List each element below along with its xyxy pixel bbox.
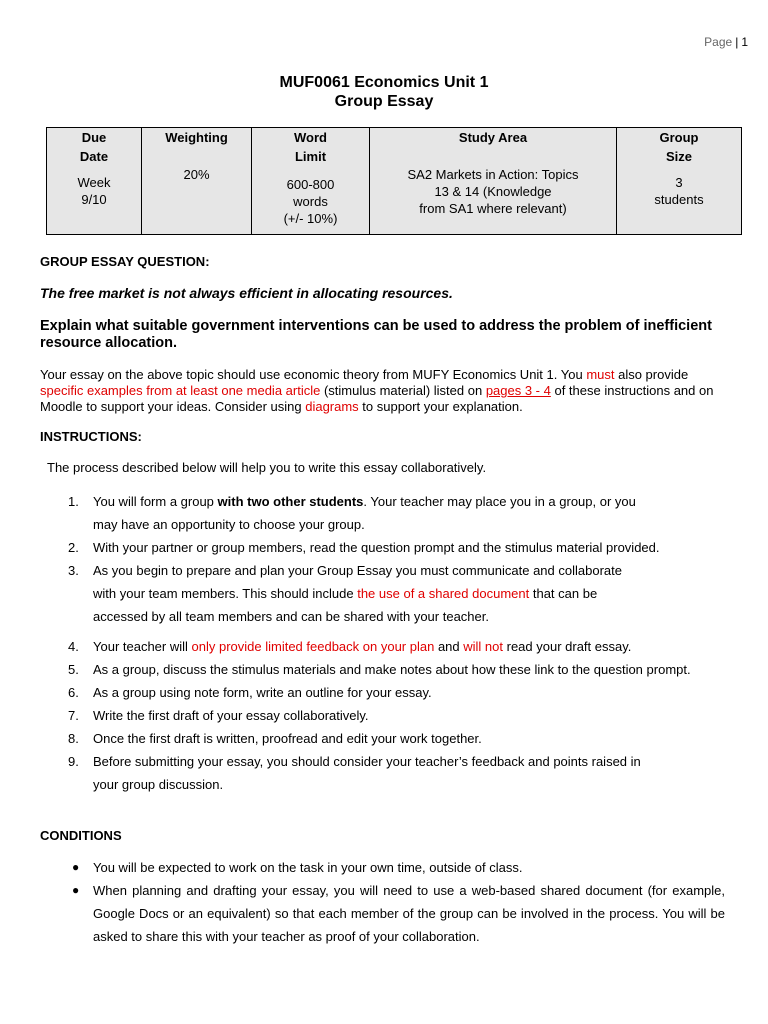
conditions-list — [40, 856, 725, 948]
conditions-heading: CONDITIONS — [40, 828, 122, 843]
list-item — [40, 727, 750, 750]
step-emphasis: only provide limited feedback on your plan — [191, 639, 435, 654]
step-number: 9. — [68, 754, 79, 769]
essay-prompt: Explain what suitable government interventions can be used to address the problem of inefficient resource allocation. — [40, 318, 712, 351]
essay-question-heading: GROUP ESSAY QUESTION: — [40, 254, 210, 269]
step-text: Write the first draft of your essay collaboratively. — [93, 708, 369, 723]
title-line-2: Group Essay — [334, 93, 434, 110]
guidance-text-5: to support your explanation. — [358, 399, 523, 414]
step-text: With your partner or group members, read the question prompt and the stimulus material provided. — [93, 540, 660, 555]
step-text: may have an opportunity to choose your group. — [93, 517, 365, 532]
due-week-value: 9/10 — [81, 192, 107, 207]
due-week-label: Week — [77, 175, 111, 190]
step-text: Your teacher will — [93, 639, 192, 654]
study-area-cell — [370, 128, 617, 235]
list-item — [40, 704, 750, 727]
guidance-text-4: of these instructions and on Moodle to support your ideas. Consider using — [40, 383, 714, 414]
bullet-icon: ● — [72, 883, 80, 897]
list-item — [40, 635, 750, 658]
step-text: As a group using note form, write an outline for your essay. — [93, 685, 432, 700]
step-number: 6. — [68, 685, 79, 700]
group-size-unit: students — [654, 192, 704, 207]
list-item — [40, 750, 750, 796]
group-size-cell — [617, 128, 742, 235]
step-text: As you begin to prepare and plan your Group Essay you must communicate and collaborate — [93, 563, 622, 578]
list-item — [40, 879, 725, 948]
step-number: 1. — [68, 494, 79, 509]
word-unit: words — [293, 194, 328, 209]
bullet-icon: ● — [72, 860, 80, 874]
assessment-info-table — [46, 127, 742, 235]
guidance-emphasis-must: must — [586, 367, 615, 382]
step-emphasis: the use of a shared document — [357, 586, 530, 601]
date-header: Date — [79, 149, 109, 164]
step-number: 8. — [68, 731, 79, 746]
step-number: 4. — [68, 639, 79, 654]
step-text: that can be — [529, 586, 598, 601]
instruction-steps — [40, 490, 750, 796]
list-item — [40, 490, 750, 536]
instructions-intro: The process described below will help you to write this essay collaboratively. — [47, 460, 487, 475]
page-number — [704, 35, 748, 49]
title-line-1: MUF0061 Economics Unit 1 — [279, 74, 489, 91]
size-header: Size — [665, 149, 692, 164]
step-number: 2. — [68, 540, 79, 555]
step-text: As a group, discuss the stimulus materials and make notes about how these link to the question prompt. — [93, 662, 691, 677]
step-text: with your team members. This should include — [93, 586, 358, 601]
list-item — [40, 658, 750, 681]
word-range: 600-800 — [286, 177, 335, 192]
page-number-value: 1 — [741, 35, 748, 49]
step-text: You will form a group — [93, 494, 218, 509]
word-tolerance: (+/- 10%) — [283, 211, 338, 226]
page-separator: | — [735, 35, 739, 49]
list-item — [40, 536, 750, 559]
condition-text: When planning and drafting your essay, you will need to use a web-based shared document (for example, Google Docs or an equivalent) so that each member of the group can be involved in the process. You will be asked to share this with your teacher as proof of your collaboration. — [93, 883, 725, 944]
limit-header: Limit — [294, 149, 327, 164]
word-header: Word — [294, 130, 327, 145]
guidance-text-3: (stimulus material) listed on — [320, 383, 486, 398]
instructions-heading: INSTRUCTIONS: — [40, 429, 142, 444]
study-area-line-3: from SA1 where relevant) — [419, 201, 567, 216]
page-label: Page — [704, 35, 733, 49]
essay-statement: The free market is not always efficient in allocating resources. — [40, 285, 453, 301]
list-item — [40, 856, 725, 879]
step-text: and — [434, 639, 464, 654]
group-header: Group — [659, 130, 699, 145]
pages-link[interactable]: pages 3 - 4 — [485, 383, 551, 398]
condition-text: You will be expected to work on the task in your own time, outside of class. — [93, 860, 523, 875]
list-item — [40, 681, 750, 704]
list-item — [40, 559, 750, 628]
weighting-cell — [142, 128, 252, 235]
group-size-value: 3 — [675, 175, 683, 190]
word-limit-cell — [252, 128, 370, 235]
step-text: read your draft essay. — [503, 639, 632, 654]
step-text: Before submitting your essay, you should consider your teacher’s feedback and points raised in — [93, 754, 641, 769]
due-header: Due — [81, 130, 107, 145]
step-text: . Your teacher may place you in a group, or you — [363, 494, 636, 509]
study-area-line-1: SA2 Markets in Action: Topics — [407, 167, 579, 182]
essay-guidance-paragraph — [40, 367, 735, 415]
step-text: Once the first draft is written, proofread and edit your work together. — [93, 731, 482, 746]
table-row — [47, 128, 742, 235]
guidance-emphasis-diagrams: diagrams — [305, 399, 359, 414]
step-number: 7. — [68, 708, 79, 723]
study-area-line-2: 13 & 14 (Knowledge — [434, 184, 552, 199]
due-date-cell — [47, 128, 142, 235]
step-number: 5. — [68, 662, 79, 677]
document-title — [0, 73, 768, 111]
guidance-emphasis-examples: specific examples from at least one media article — [40, 383, 321, 398]
weighting-header: Weighting — [165, 130, 228, 145]
guidance-text-2: also provide — [614, 367, 689, 382]
weighting-value: 20% — [183, 167, 210, 182]
step-emphasis: will not — [463, 639, 503, 654]
step-emphasis: with two other students — [217, 494, 364, 509]
step-number: 3. — [68, 563, 79, 578]
guidance-text-1: Your essay on the above topic should use economic theory from MUFY Economics Unit 1. You — [40, 367, 587, 382]
study-area-header: Study Area — [458, 130, 528, 145]
step-text: your group discussion. — [93, 777, 224, 792]
step-text: accessed by all team members and can be shared with your teacher. — [93, 609, 489, 624]
